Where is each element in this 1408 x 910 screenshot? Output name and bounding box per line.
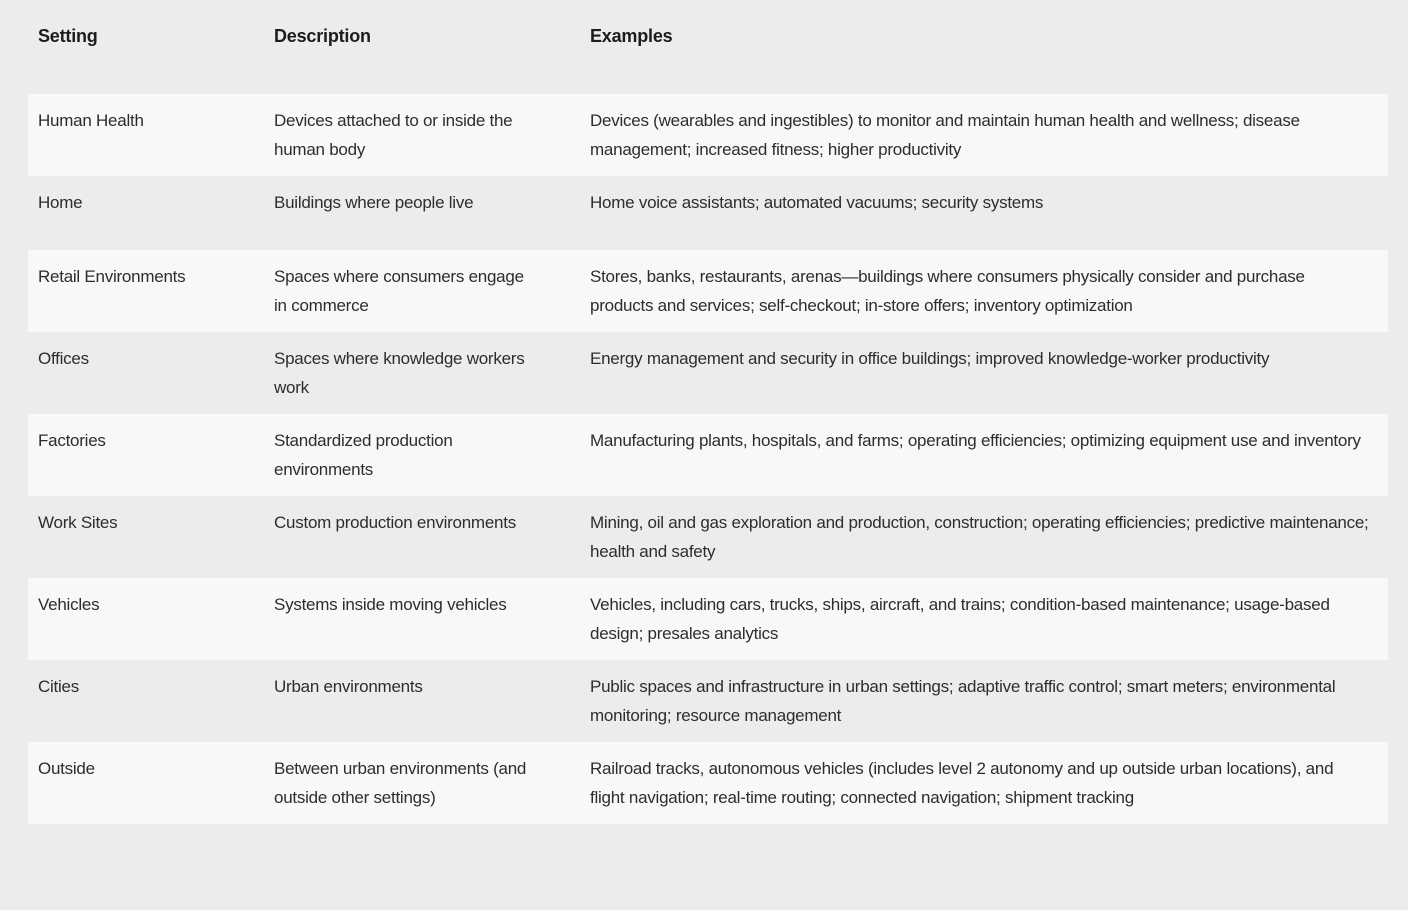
table-header-row <box>28 0 1388 94</box>
cell-setting: Home <box>38 193 83 212</box>
cell-examples: Manufacturing plants, hospitals, and farms; operating efficiencies; optimizing equipment use and inventory <box>590 431 1361 450</box>
table-row <box>28 94 1388 176</box>
table-body <box>28 94 1388 824</box>
cell-description: Urban environments <box>274 677 423 696</box>
table-row <box>28 176 1388 250</box>
cell-setting: Outside <box>38 759 95 778</box>
cell-examples: Vehicles, including cars, trucks, ships, aircraft, and trains; condition-based maintenance; usage-based design; presales analytics <box>590 595 1330 643</box>
table-row <box>28 414 1388 496</box>
table-row <box>28 660 1388 742</box>
column-header-examples: Examples <box>590 26 673 46</box>
settings-table <box>28 0 1388 824</box>
table-row <box>28 250 1388 332</box>
cell-description: Spaces where consumers engage in commerce <box>274 267 524 315</box>
table-row <box>28 496 1388 578</box>
cell-setting: Human Health <box>38 111 144 130</box>
cell-description: Devices attached to or inside the human body <box>274 111 513 159</box>
cell-setting: Vehicles <box>38 595 100 614</box>
cell-examples: Stores, banks, restaurants, arenas—buildings where consumers physically consider and purchase products and services; self-checkout; in-store offers; inventory optimization <box>590 267 1305 315</box>
cell-description: Between urban environments (and outside other settings) <box>274 759 527 807</box>
cell-setting: Factories <box>38 431 106 450</box>
cell-description: Standardized production environments <box>274 431 453 479</box>
column-header-description: Description <box>274 26 371 46</box>
table-row <box>28 742 1388 824</box>
cell-setting: Cities <box>38 677 80 696</box>
cell-setting: Retail Environments <box>38 267 186 286</box>
cell-examples: Devices (wearables and ingestibles) to monitor and maintain human health and wellness; disease management; increased fitness; higher productivity <box>590 111 1300 159</box>
cell-description: Custom production environments <box>274 513 516 532</box>
table-row <box>28 332 1388 414</box>
cell-setting: Offices <box>38 349 89 368</box>
cell-examples: Home voice assistants; automated vacuums; security systems <box>590 193 1044 212</box>
cell-examples: Mining, oil and gas exploration and production, construction; operating efficiencies; predictive maintenance; health and safety <box>590 513 1369 561</box>
table-row <box>28 578 1388 660</box>
cell-description: Systems inside moving vehicles <box>274 595 507 614</box>
cell-description: Buildings where people live <box>274 193 474 212</box>
cell-setting: Work Sites <box>38 513 118 532</box>
cell-examples: Energy management and security in office buildings; improved knowledge-worker productivity <box>590 349 1270 368</box>
cell-description: Spaces where knowledge workers work <box>274 349 525 397</box>
column-header-setting: Setting <box>38 26 98 46</box>
cell-examples: Public spaces and infrastructure in urban settings; adaptive traffic control; smart meters; environmental monitoring; resource management <box>590 677 1336 725</box>
cell-examples: Railroad tracks, autonomous vehicles (includes level 2 autonomy and up outside urban locations), and flight navigation; real-time routing; connected navigation; shipment tracking <box>590 759 1334 807</box>
